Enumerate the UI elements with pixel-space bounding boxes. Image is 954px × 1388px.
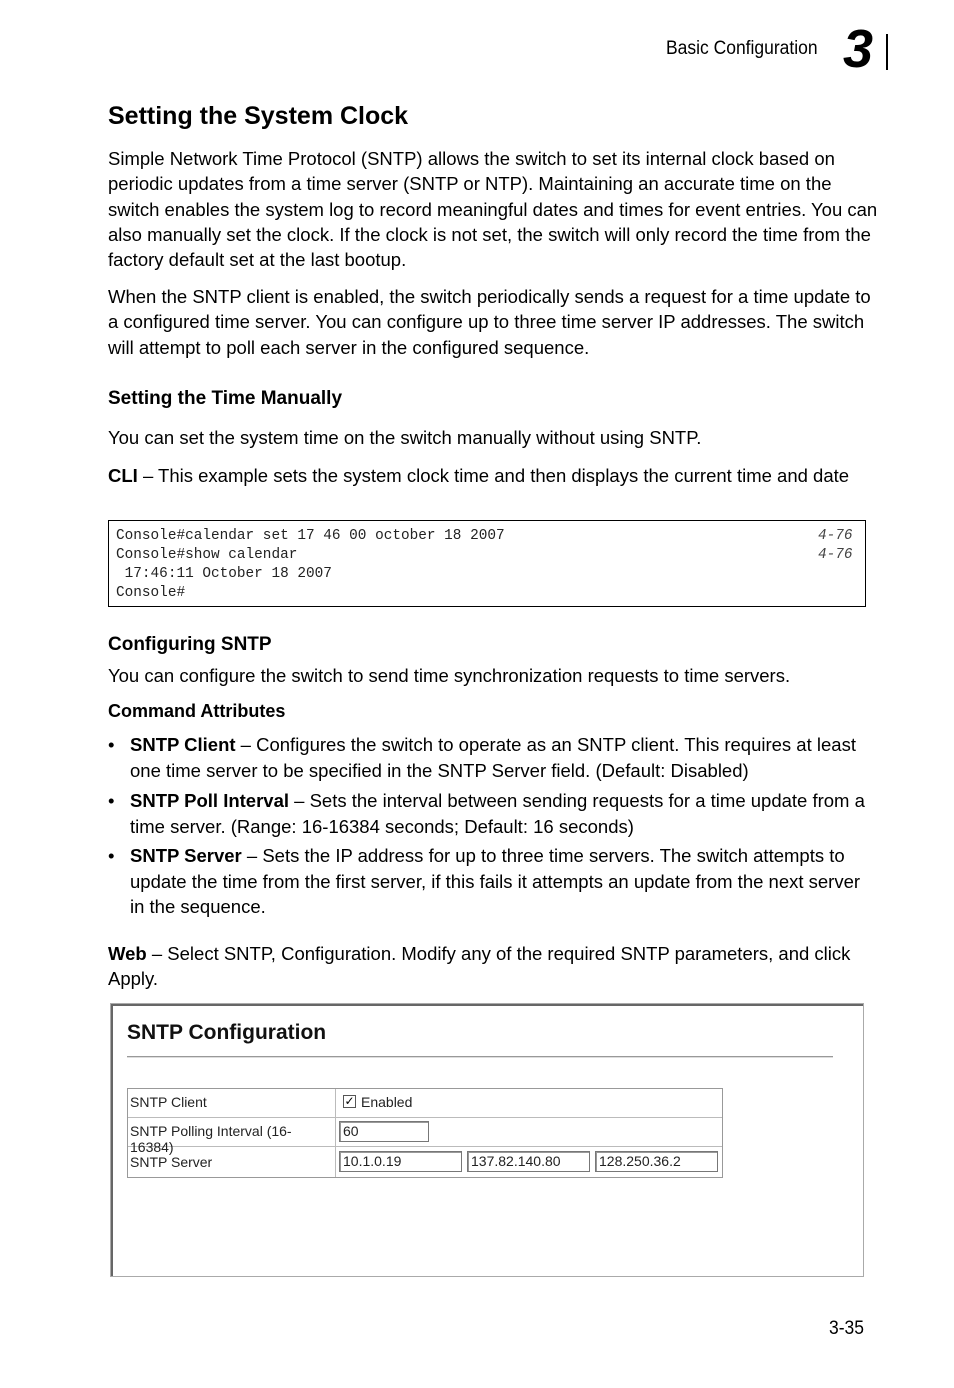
sntp-client-checkbox[interactable]: ✓ (344, 1094, 355, 1108)
poll-interval-input[interactable]: 60 (339, 1121, 429, 1142)
bullet-term: SNTP Server (130, 845, 242, 866)
bullet-desc: – Sets the IP address for up to three time servers. The switch attempts to update the time from the first server, if this fails it attempts an update from the next server in the sequence. (130, 845, 861, 917)
bullet-dot: • (108, 845, 115, 866)
web-ui-title: SNTP Configuration (127, 1021, 327, 1044)
section-title: Setting the System Clock (108, 102, 409, 130)
cli-label: CLI (108, 465, 138, 486)
sntp-client-cell (337, 1089, 722, 1117)
code-line-1 (116, 527, 865, 546)
code-line-2-ref: 4-76 (818, 547, 853, 563)
poll-interval-label: SNTP Polling Interval (16-16384) (128, 1118, 336, 1146)
web-label: Web (108, 943, 147, 964)
attributes-title: Command Attributes (108, 701, 286, 721)
bullet-text (130, 732, 875, 783)
code-line-2-text: Console#show calendar (116, 547, 298, 563)
intro-paragraph-2: When the SNTP client is enabled, the switch periodically sends a request for a time update to a configured time server. You can configure up to three time server IP addresses. The switch will attempt to poll each server in the configured sequence. (108, 286, 871, 358)
row-poll-interval (128, 1118, 722, 1155)
bullet-text (130, 788, 875, 839)
sntp-config-table (127, 1088, 723, 1178)
web-ui-title-rule (127, 1056, 833, 1058)
code-line-4: Console# (116, 585, 186, 601)
bullet-term: SNTP Poll Interval (130, 790, 290, 811)
manual-paragraph: You can set the system time on the switch manually without using SNTP. (108, 427, 702, 448)
sntp-server-3-input[interactable]: 128.250.36.2 (595, 1151, 718, 1172)
sntp-server-1-input[interactable]: 10.1.0.19 (339, 1151, 462, 1172)
cli-paragraph (108, 463, 878, 488)
poll-interval-cell (337, 1118, 722, 1146)
sntp-server-2-input[interactable]: 137.82.140.80 (467, 1151, 590, 1172)
chapter-title: Basic Configuration (666, 38, 818, 59)
code-line-2 (116, 546, 865, 565)
sntp-paragraph: You can configure the switch to send time synchronization requests to time servers. (108, 665, 791, 686)
bullet-desc: – Configures the switch to operate as an SNTP client. This requires at least one time server to be specified in the SNTP Server field. (Default: Disabled) (130, 734, 856, 781)
code-line-1-ref: 4-76 (818, 528, 853, 544)
bullet-dot: • (108, 790, 115, 811)
bullet-item (108, 788, 878, 840)
sntp-client-label: SNTP Client (128, 1089, 336, 1117)
bullet-dot: • (108, 734, 115, 755)
cli-code-block (108, 520, 866, 607)
row-sntp-client (128, 1089, 722, 1118)
bullet-item (108, 843, 878, 921)
row-sntp-server (128, 1147, 722, 1177)
manual-title: Setting the Time Manually (108, 388, 343, 409)
code-line-1-text: Console#calendar set 17 46 00 october 18 2007 (116, 528, 505, 544)
bullet-term: SNTP Client (130, 734, 236, 755)
chapter-divider (886, 34, 888, 70)
sntp-title: Configuring SNTP (108, 634, 272, 655)
bullet-item (108, 732, 878, 784)
cli-text: – This example sets the system clock time and then displays the current time and date (137, 465, 850, 486)
web-paragraph (108, 941, 878, 992)
sntp-config-screenshot (110, 1003, 864, 1277)
page-number: 3-35 (829, 1318, 864, 1339)
bullet-desc: – Sets the interval between sending requests for a time update from a time server. (Range: 16-16384 seconds; Default: 16 seconds) (130, 790, 865, 837)
sntp-server-cell (337, 1147, 722, 1177)
sntp-client-enabled-label: Enabled (361, 1094, 413, 1110)
web-text: – Select SNTP, Configuration. Modify any of the required SNTP parameters, and click Apply. (108, 943, 851, 990)
chapter-number: 3 (843, 19, 874, 79)
sntp-server-label: SNTP Server (128, 1147, 336, 1177)
code-line-3: 17:46:11 October 18 2007 (116, 566, 332, 582)
intro-paragraph-1: Simple Network Time Protocol (SNTP) allows the switch to set its internal clock based on periodic updates from a time server (SNTP or NTP). Maintaining an accurate time on the switch enables the system log to record meaningful dates and times for event entries. You can also manually set the clock. If the clock is not set, the switch will only record the time from the factory default set at the last bootup. (108, 148, 878, 271)
bullet-text (130, 843, 875, 920)
